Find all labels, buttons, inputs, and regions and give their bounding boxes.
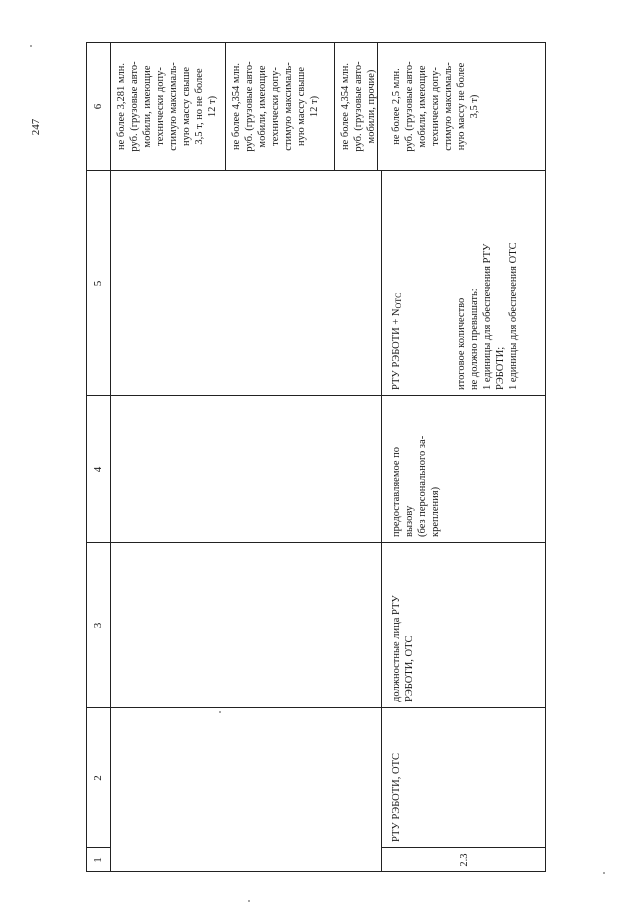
row-col5-formula bbox=[386, 171, 409, 395]
header-col-2: 2 bbox=[92, 775, 104, 781]
scan-speck bbox=[603, 872, 605, 874]
row-continued-col6: не более 4,354 млн. руб. (грузовые авто- мобили, прочие) bbox=[340, 61, 377, 152]
vehicle-norms-table bbox=[86, 42, 546, 872]
scan-speck bbox=[30, 45, 32, 47]
header-col-3: 3 bbox=[92, 622, 104, 629]
header-col-1: 1 bbox=[92, 857, 104, 863]
column-rule bbox=[86, 542, 546, 543]
header-col-5: 5 bbox=[92, 280, 104, 287]
row-col2-department: РТУ РЭБОТИ, ОТС bbox=[391, 753, 402, 842]
row-col3-officials: должностные лица РТУ РЭБОТИ, ОТС bbox=[391, 595, 415, 702]
scan-speck bbox=[248, 900, 250, 902]
row-col5-quantity-text: итоговое количество не должно превышать: 1 единицы для обеспечения РТУ РЭБОТИ; 1 единицы для обеспечения ОТС bbox=[456, 242, 519, 390]
column-rule bbox=[86, 707, 546, 708]
row-rule bbox=[381, 171, 382, 872]
header-col-6: 6 bbox=[92, 103, 104, 110]
row-number: 2.3 bbox=[458, 853, 470, 867]
page-number: 247 bbox=[30, 118, 42, 136]
row-continued-col6: не более 3,281 млн. руб. (грузовые авто- мобили, имеющие технически допу- стимую максималь- ную массу свыше 3,5 т, но не более 12 т) bbox=[116, 61, 218, 152]
row-col6-price-limit: не более 2,5 млн. руб. (грузовые авто- мобили, имеющие технически допу- стимую максималь- ную массу не более 3,5 т) bbox=[391, 61, 480, 152]
column-rule bbox=[86, 395, 546, 396]
row-continued-col6: не более 4,354 млн. руб. (грузовые авто- мобили, имеющие технически допу- стимую максималь- ную массу свыше 12 т) bbox=[231, 61, 320, 152]
row-col4-provision: предоставляемое по вызову (без персонального за- крепления) bbox=[391, 435, 441, 537]
formula-text: РТУ РЭБОТИ + N bbox=[391, 308, 402, 390]
header-col-4: 4 bbox=[92, 466, 104, 473]
scan-speck bbox=[219, 711, 221, 713]
formula-subscript: ОТС bbox=[394, 292, 403, 309]
table-border-bottom bbox=[545, 42, 546, 872]
